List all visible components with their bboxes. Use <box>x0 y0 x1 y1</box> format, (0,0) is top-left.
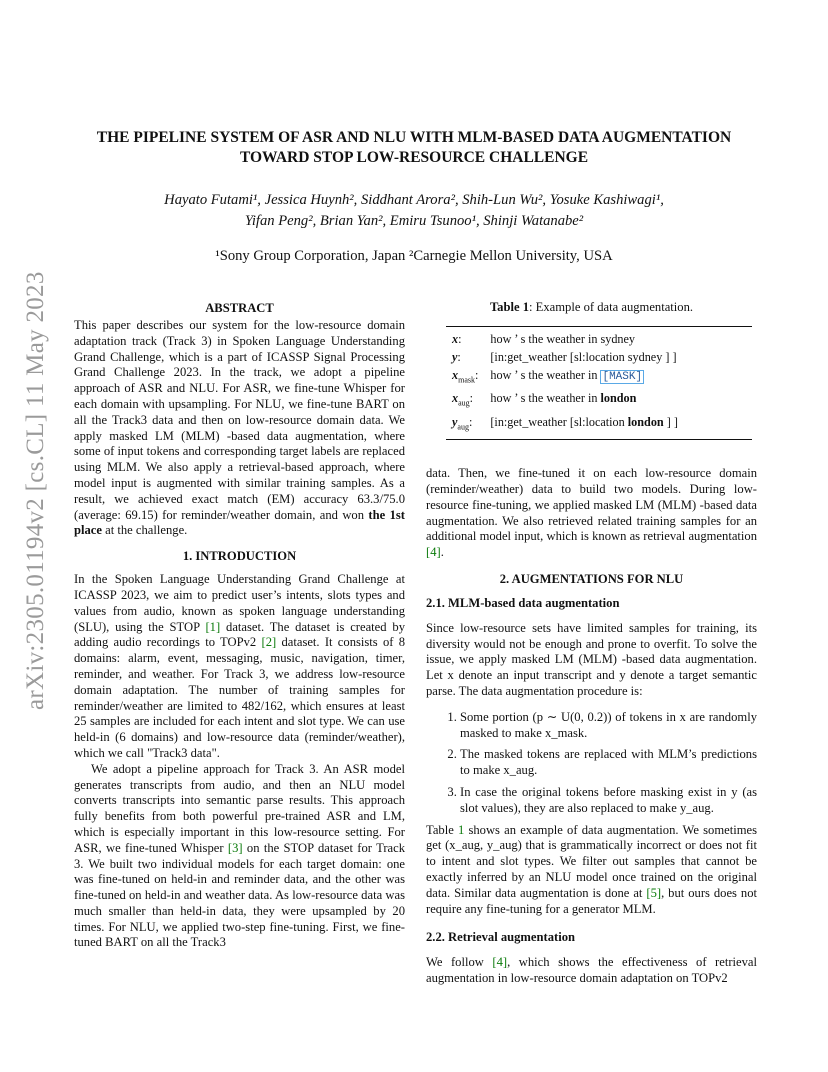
table-row: $x_{mask}$: how ’ s the weather in [MASK] <box>446 366 684 389</box>
intro-p2-text-a: We adopt a pipeline approach for Track 3. An ASR model generates transcripts from audio, and then an NLU model converts transcripts into semantic parse results. This approach fully benefits from both powerful pre-trained ASR and LM, which is especially important in this low-resource setting. For ASR, we fine-tuned Whisper <box>74 761 405 855</box>
table-cell: how ’ s the weather in london <box>490 391 637 406</box>
intro-p2-text-b: on the STOP dataset for Track 3. We built two individual models for each target domain: one was fine-tuned on held-in and reminder data, and the other was fine-tuned on held-in and weather data. As low-resource data was much smaller than held-in data, they were upsampled by 20 times. For NLU, we applied two-step fine-tuning. First, we fine-tuned BART on all the Track3 <box>74 840 405 950</box>
title-line-1: THE PIPELINE SYSTEM OF ASR AND NLU WITH MLM-BASED DATA AUGMENTATION <box>96 129 732 146</box>
table-caption <box>426 300 757 316</box>
authors-line-2: Yifan Peng², Brian Yan², Emiru Tsunoo¹, Shinji Watanabe² <box>244 213 584 229</box>
authors <box>60 190 768 232</box>
sub21-paragraph-1: Since low-resource sets have limited samples for training, its diversity would not be enough and prone to overfit. To solve the issue, we apply masked LM (MLM) -based data augmentation. Let x denote an input transcript and y denote a target semantic parse. The data augmentation procedure is: <box>426 620 757 699</box>
table-cell: [in:get_weather [sl:location sydney ] ] <box>490 349 677 364</box>
abstract-heading: ABSTRACT <box>205 301 274 315</box>
left-column <box>74 300 405 951</box>
citation-4[interactable]: [4] <box>426 545 441 560</box>
paper-title <box>60 128 768 168</box>
table-cell: how ’ s the weather in sydney <box>490 331 636 346</box>
example-table-frame <box>446 326 752 440</box>
intro-heading: 1. INTRODUCTION <box>182 549 297 564</box>
title-line-2: TOWARD STOP LOW-RESOURCE CHALLENGE <box>239 149 589 166</box>
citation-3[interactable]: [3] <box>227 840 243 855</box>
table-row: $y_{aug}$: [in:get_weather [sl:location london ] ] <box>446 413 684 436</box>
abstract-bold: the 1st place <box>74 507 405 538</box>
abstract-text: This paper describes our system for the low-resource domain adaptation track (Track 3) in Spoken Language Understanding Grand Challenge, which is a part of ICASSP Signal Processing Grand Challenge 2023. In the track, we adopt a pipeline approach of ASR and NLU. For ASR, we fine-tune Whisper for each domain with upsampling. For NLU, we fine-tune BART on all the Track3 data and then on low-resource domain data. We apply masked LM (MLM) -based data augmentation, where some of input tokens and corresponding target labels are replaced using MLM. We also apply a retrieval-based approach, where model input is augmented with similar training samples. As a result, we achieved exact match (EM) accuracy 63.3/75.0 (average: 69.15) for reminder/weather domain, and won <box>74 318 405 522</box>
right-paragraph-1: data. Then, we fine-tuned it on each low-resource domain (reminder/weather) data to build two models. During low-resource fine-tuning, we applied masked LM (MLM) -based data augmentation. We also retrieved related training samples for an additional model input, which is known as retrieval augmentation [4]. <box>426 466 757 560</box>
arxiv-watermark: arXiv:2305.01194v2 [cs.CL] 11 May 2023 <box>22 271 49 711</box>
intro-p1-text-c: dataset. It consists of 8 domains: alarm, event, messaging, music, navigation, timer, reminder, and weather. For Track 3, we address low-resource domain adaptation. The number of training samples for reminder/weather are limited to 482/162, which ensures at least 25 samples are included for each intent and slot type. We can use held-in (6 domains) and low-resource data (reminder/weather), which we call "Track3 data". <box>74 635 406 760</box>
table-row: y: [in:get_weather [sl:location sydney ] ] <box>446 348 684 366</box>
citation-4b[interactable]: [4] <box>492 955 508 970</box>
intro-paragraph-2 <box>74 762 405 952</box>
example-table <box>446 330 684 436</box>
list-item: 3. In case the original tokens before masking exist in y (as slot values), they are also replaced to make y_aug. <box>460 785 757 817</box>
authors-line-1: Hayato Futami¹, Jessica Huynh², Siddhant Arora², Shih-Lun Wu², Yosuke Kashiwagi¹, <box>164 192 664 208</box>
table-cell: how ’ s the weather in [MASK] <box>490 367 643 383</box>
table-cell: [in:get_weather [sl:location london ] ] <box>490 414 678 429</box>
right-p1-text: data. Then, we fine-tuned it on each low-resource domain (reminder/weather) data to build two models. During low-resource fine-tuning, we applied masked LM (MLM) -based data augmentation. We also retrieved related training samples for an additional model input, which is known as retrieval augmentation <box>426 466 757 544</box>
subsection-2-2-heading: 2.2. Retrieval augmentation <box>426 930 576 945</box>
right-column <box>426 300 757 987</box>
table-reference-link[interactable]: 1 <box>457 822 465 837</box>
abstract-body <box>74 318 405 539</box>
intro-paragraph-1 <box>74 572 405 762</box>
citation-1[interactable]: [1] <box>205 619 221 634</box>
table-caption-label: Table 1 <box>489 300 530 314</box>
intro-p1-text-a: In the Spoken Language Understanding Grand Challenge at ICASSP 2023, we aim to predict user’s intents, slots types and values from audio, known as spoken language understanding (SLU), using the STOP <box>74 572 405 634</box>
list-item: 1. Some portion (p ∼ U(0, 0.2)) of tokens in x are randomly masked to make x_mask. <box>460 710 757 742</box>
table-row: x: how ’ s the weather in sydney <box>446 330 684 348</box>
abstract-end: at the challenge. <box>105 523 188 538</box>
list-item: 2. The masked tokens are replaced with MLM’s predictions to make x_aug. <box>460 747 757 779</box>
mask-token: [MASK] <box>602 370 643 383</box>
augmentations-heading: 2. AUGMENTATIONS FOR NLU <box>499 571 684 586</box>
table-caption-text: : Example of data augmentation. <box>529 300 694 314</box>
sub21-paragraph-2: Table 1 shows an example of data augmentation. We sometimes get (x_aug, y_aug) that is grammatically incorrect or does not fit to intent and slot types. We filter out samples that cannot be exactly inferred by an NLU model once trained on the original data. Similar data augmentation is done at [5], but ours does not require any fine-tuning for a generator MLM. <box>426 822 758 916</box>
citation-2[interactable]: [2] <box>261 635 277 650</box>
affiliations: ¹Sony Group Corporation, Japan ²Carnegie Mellon University, USA <box>215 248 613 264</box>
intro-p1-text-b: dataset. The dataset is created by adding audio recordings to TOPv2 <box>74 619 405 650</box>
procedure-list <box>426 710 757 817</box>
table-row: $x_{aug}$: how ’ s the weather in london <box>446 389 684 412</box>
citation-5[interactable]: [5] <box>646 885 662 900</box>
subsection-2-1-heading: 2.1. MLM-based data augmentation <box>426 595 620 610</box>
sub22-paragraph-1: We follow [4], which shows the effectiveness of retrieval augmentation in low-resource domain adaptation on TOPv2 <box>426 955 757 986</box>
